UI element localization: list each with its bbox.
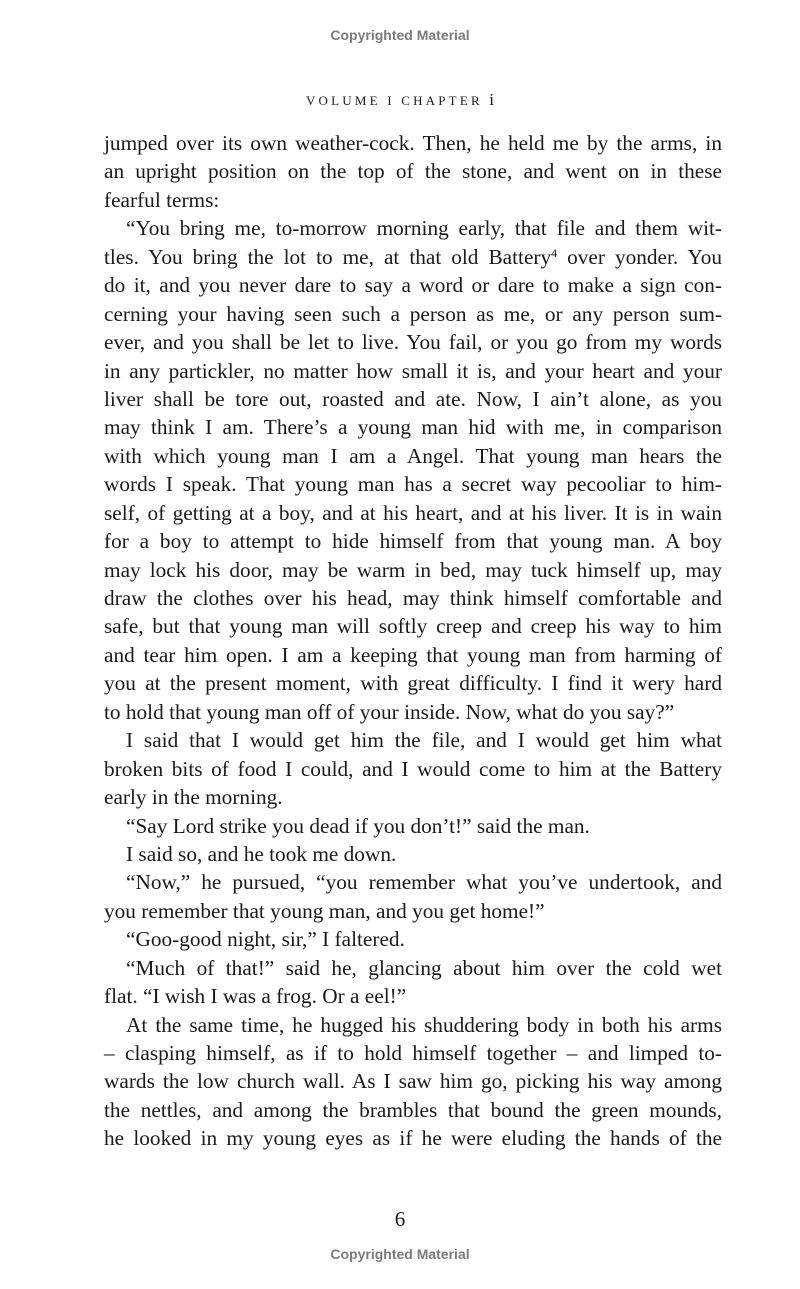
text-line: “Say Lord strike you dead if you don’t!” said the man. bbox=[126, 813, 590, 838]
running-head bbox=[0, 90, 800, 110]
text-line: flat. “I wish I was a frog. Or a eel!” bbox=[104, 984, 407, 1009]
line-text: tles. You bring the lot to me, at that old Battery bbox=[104, 244, 552, 269]
copyright-watermark-bottom: Copyrighted Material bbox=[330, 1246, 470, 1262]
text-line: “You bring me, to-morrow morning early, that file and them wit- bbox=[126, 216, 722, 241]
text-line: At the same time, he hugged his shuddering body in both his arms bbox=[126, 1012, 722, 1037]
text-line: cerning your having seen such a person as me, or any person sum- bbox=[104, 301, 722, 326]
paragraph bbox=[104, 954, 722, 1011]
text-line: the nettles, and among the brambles that bound the green mounds, bbox=[104, 1097, 722, 1122]
text-line: in any partickler, no matter how small it is, and your heart and your bbox=[104, 358, 722, 383]
line-text: over yonder. You bbox=[557, 244, 722, 269]
text-line: to hold that young man off of your inside. Now, what do you say?” bbox=[104, 699, 675, 724]
paragraph bbox=[104, 214, 722, 726]
text-line: you at the present moment, with great difficulty. I find it wery hard bbox=[104, 671, 722, 696]
text-line: “Goo-good night, sir,” I faltered. bbox=[126, 927, 405, 952]
text-line: draw the clothes over his head, may think himself comfortable and bbox=[104, 586, 722, 610]
text-line: I said so, and he took me down. bbox=[126, 841, 397, 866]
text-line: early in the morning. bbox=[104, 785, 283, 810]
text-line: safe, but that young man will softly creep and creep his way to him bbox=[104, 614, 722, 639]
text-line: words I speak. That young man has a secret way pecooliar to him- bbox=[104, 472, 722, 497]
text-line: with which young man I am a Angel. That young man hears the bbox=[104, 443, 722, 468]
text-line: he looked in my young eyes as if he were eluding the hands of the bbox=[104, 1126, 722, 1151]
paragraph bbox=[104, 868, 722, 925]
footnote-marker[interactable]: 4 bbox=[551, 245, 558, 260]
text-line: fearful terms: bbox=[104, 187, 220, 212]
paragraph bbox=[104, 840, 722, 868]
copyright-watermark-top: Copyrighted Material bbox=[330, 27, 470, 43]
text-line: may think I am. There’s a young man hid with me, in comparison bbox=[104, 415, 722, 440]
text-line: “Now,” he pursued, “you remember what you’ve undertook, and bbox=[126, 870, 722, 895]
text-line: – clasping himself, as if to hold himself together – and limped to- bbox=[104, 1041, 722, 1065]
paragraph bbox=[104, 726, 722, 811]
text-line: an upright position on the top of the stone, and went on in these bbox=[104, 159, 722, 184]
text-line: self, of getting at a boy, and at his heart, and at his liver. It is in wain bbox=[104, 500, 722, 525]
text-line: ever, and you shall be let to live. You fail, or you go from my words bbox=[104, 330, 722, 355]
text-line: broken bits of food I could, and I would come to him at the Battery bbox=[104, 756, 722, 781]
text-line: “Much of that!” said he, glancing about him over the cold wet bbox=[126, 955, 722, 980]
text-line: do it, and you never dare to say a word or dare to make a sign con- bbox=[104, 273, 722, 298]
paragraph bbox=[104, 1011, 722, 1153]
text-line: wards the low church wall. As I saw him go, picking his way among bbox=[104, 1069, 722, 1094]
page-number: 6 bbox=[394, 1207, 406, 1231]
text-line: I said that I would get him the file, and I would get him what bbox=[126, 728, 722, 753]
text-line: you remember that young man, and you get home!” bbox=[104, 898, 545, 923]
paragraph bbox=[104, 812, 722, 840]
text-line: may lock his door, may be warm in bed, may tuck himself up, may bbox=[104, 557, 722, 582]
text-line: and tear him open. I am a keeping that young man from harming of bbox=[104, 642, 722, 667]
text-line bbox=[104, 243, 722, 271]
paragraph bbox=[104, 129, 722, 214]
running-head-volume: VOLUME I CHAPTER bbox=[305, 93, 483, 108]
text-line: for a boy to attempt to hide himself from that young man. A boy bbox=[104, 529, 722, 554]
text-line: jumped over its own weather-cock. Then, he held me by the arms, in bbox=[104, 131, 722, 155]
text-line: liver shall be tore out, roasted and ate. Now, I ain’t alone, as you bbox=[104, 386, 722, 411]
paragraph bbox=[104, 925, 722, 953]
running-head-chapter: i bbox=[489, 90, 495, 109]
body-text bbox=[104, 129, 722, 1153]
